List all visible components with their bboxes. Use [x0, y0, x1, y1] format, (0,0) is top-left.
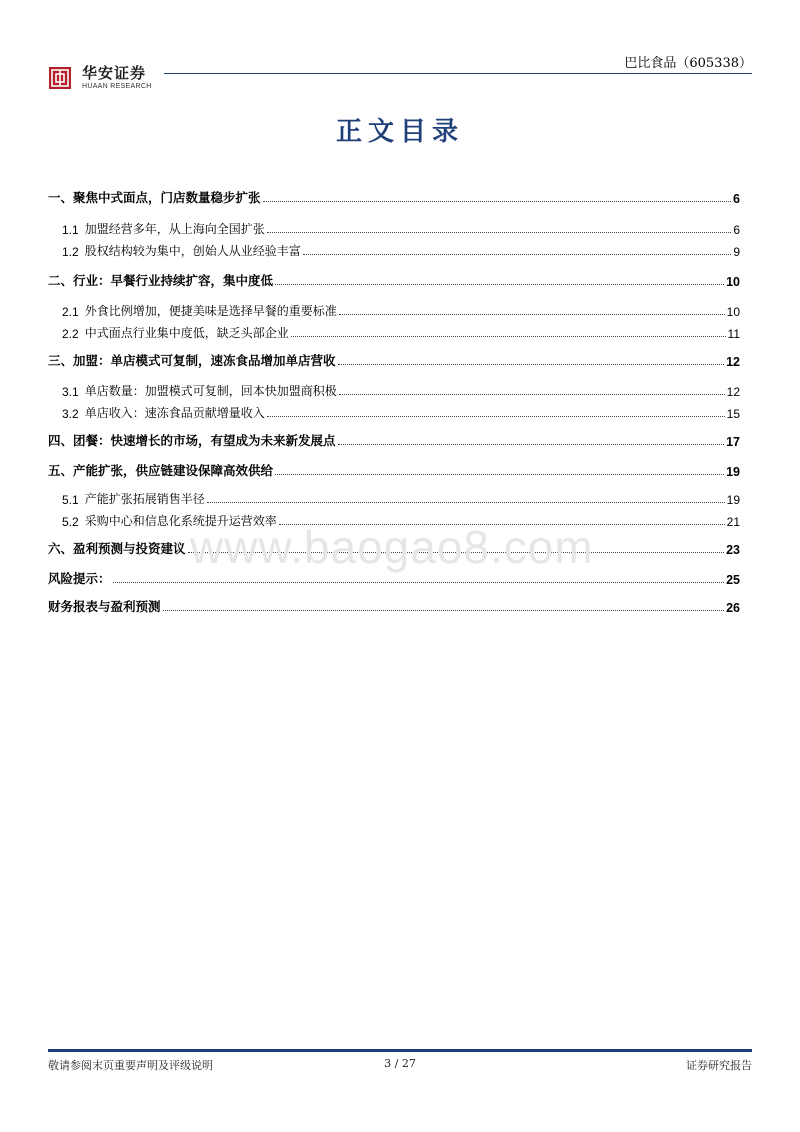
report-company-title: 巴比食品（605338） — [624, 56, 752, 71]
toc-dot-leader — [275, 270, 724, 285]
toc-entry-number: 3.1 — [62, 385, 79, 399]
toc-entry-page: 6 — [733, 192, 740, 206]
toc-dot-leader — [267, 402, 725, 417]
toc-entry-page: 25 — [726, 573, 740, 587]
toc-entry-number: 5.2 — [62, 515, 79, 529]
page-title: 正文目录 — [335, 117, 464, 147]
toc-dot-leader — [263, 187, 732, 202]
toc-dot-leader — [338, 350, 725, 365]
toc-dot-leader — [207, 488, 725, 503]
toc-entry-page: 19 — [726, 493, 740, 507]
toc-entry-page: 9 — [733, 245, 740, 259]
toc-dot-leader — [303, 240, 732, 255]
toc-dot-leader — [338, 430, 725, 445]
watermark: www.baogao8.com — [190, 521, 594, 573]
toc-entry-title: 产能扩张拓展销售半径 — [84, 492, 205, 506]
toc-entry-number: 2.2 — [62, 327, 79, 341]
toc-entry-title: 财务报表与盈利预测 — [48, 599, 161, 614]
toc-entry-title: 二、行业：早餐行业持续扩容，集中度低 — [48, 273, 274, 288]
toc-entry-number: 5.1 — [62, 493, 79, 507]
toc-entry[interactable] — [48, 595, 740, 615]
toc-dot-leader — [275, 460, 724, 475]
toc-entry[interactable] — [48, 379, 740, 399]
toc-entry-title: 四、团餐：快速增长的市场，有望成为未来新发展点 — [48, 433, 336, 448]
toc-entry[interactable] — [48, 239, 740, 259]
toc-dot-leader — [339, 380, 725, 395]
toc-entry-number: 1.2 — [62, 245, 79, 259]
toc-entry-page: 6 — [733, 223, 740, 237]
toc-entry-title: 中式面点行业集中度低，缺乏头部企业 — [84, 326, 289, 340]
toc-entry[interactable] — [48, 217, 740, 237]
toc-entry[interactable] — [48, 186, 740, 206]
toc-entry-title: 股权结构较为集中，创始人从业经验丰富 — [84, 244, 301, 258]
toc-entry-page: 12 — [726, 385, 740, 399]
toc-entry[interactable] — [48, 487, 740, 507]
toc-entry-page: 11 — [727, 327, 740, 341]
toc-entry-title: 单店收入：速冻食品贡献增量收入 — [84, 406, 265, 420]
toc-entry-page: 17 — [726, 435, 740, 449]
logo-english-name: HUAAN RESEARCH — [82, 83, 152, 90]
toc-entry-page: 10 — [726, 305, 740, 319]
toc-entry-title: 单店数量：加盟模式可复制，回本快加盟商积极 — [84, 384, 337, 398]
toc-entry-title: 五、产能扩张，供应链建设保障高效供给 — [48, 463, 274, 478]
toc-entry-page: 26 — [726, 601, 740, 615]
toc-entry-title: 六、盈利预测与投资建议 — [48, 541, 186, 556]
toc-dot-leader — [291, 322, 726, 337]
toc-entry-page: 10 — [726, 275, 740, 289]
toc-entry-title: 外食比例增加，便捷美味是选择早餐的重要标准 — [84, 304, 337, 318]
toc-entry-page: 21 — [726, 515, 740, 529]
toc-entry-page: 19 — [726, 465, 740, 479]
toc-entry[interactable] — [48, 459, 740, 479]
toc-entry[interactable] — [48, 349, 740, 369]
footer-divider — [48, 1049, 752, 1052]
huaan-logo-icon — [48, 66, 72, 90]
header-divider — [164, 73, 752, 74]
toc-entry[interactable] — [48, 299, 740, 319]
toc-entry[interactable] — [48, 429, 740, 449]
toc-entry-title: 风险提示： — [48, 571, 111, 586]
toc-entry[interactable] — [48, 269, 740, 289]
toc-entry-page: 15 — [726, 407, 740, 421]
toc-entry-number: 2.1 — [62, 305, 79, 319]
page-number: 3 / 27 — [384, 1057, 416, 1070]
footer-report-type: 证券研究报告 — [686, 1059, 752, 1072]
toc-entry-title: 三、加盟：单店模式可复制，速冻食品增加单店营收 — [48, 353, 336, 368]
footer-disclaimer: 敬请参阅末页重要声明及评级说明 — [48, 1059, 213, 1072]
toc-entry[interactable] — [48, 321, 740, 341]
logo-chinese-name: 华安证券 — [82, 64, 147, 82]
page-header — [48, 48, 752, 98]
toc-dot-leader — [267, 218, 732, 233]
toc-entry-number: 3.2 — [62, 407, 79, 421]
toc-entry[interactable] — [48, 401, 740, 421]
toc-dot-leader — [163, 596, 725, 611]
toc-entry-page: 12 — [726, 355, 740, 369]
toc-dot-leader — [339, 300, 725, 315]
toc-entry-title: 加盟经营多年，从上海向全国扩张 — [84, 222, 265, 236]
toc-entry-page: 23 — [726, 543, 740, 557]
toc-entry-title: 采购中心和信息化系统提升运营效率 — [84, 514, 277, 528]
toc-entry-title: 一、聚焦中式面点，门店数量稳步扩张 — [48, 190, 261, 205]
toc-entry-number: 1.1 — [62, 223, 79, 237]
